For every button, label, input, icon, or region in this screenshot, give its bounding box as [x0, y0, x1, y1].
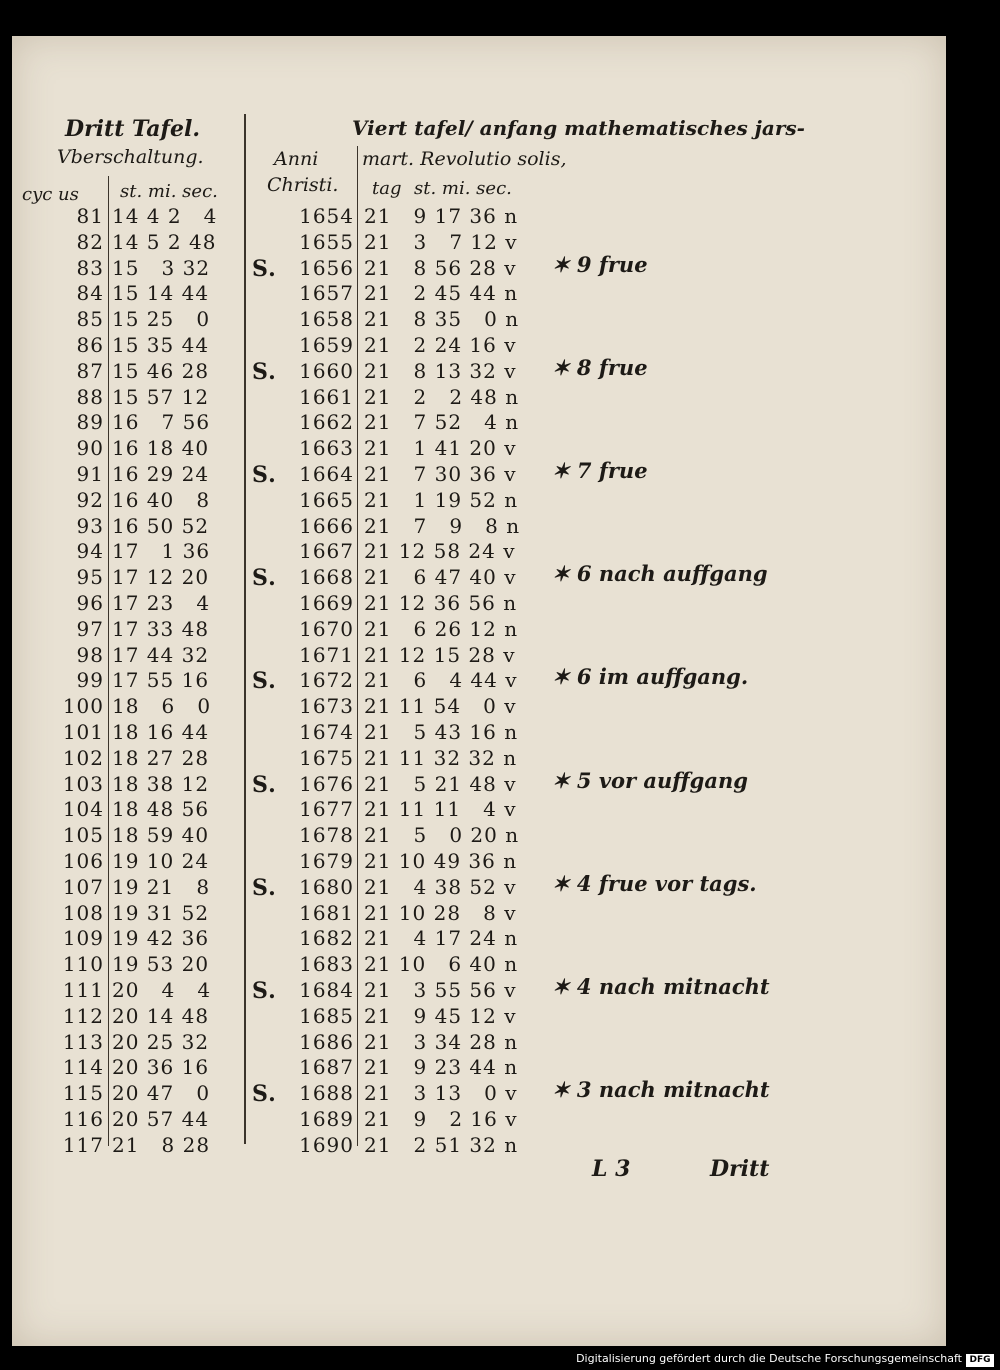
right-st-mi-sec-header: st. mi. sec.	[414, 178, 512, 199]
cycus-number: 98	[76, 642, 104, 667]
right-time-value: 21 6 26 12 n	[364, 616, 519, 641]
left-time-value: 16 40 8	[112, 487, 211, 512]
cycus-number: 100	[62, 694, 104, 719]
year-value: 1689	[299, 1107, 354, 1131]
signature-mark: L 3	[592, 1156, 631, 1182]
left-time-value: 18 38 12	[112, 771, 210, 796]
right-time-value: 21 8 35 0 n	[364, 307, 520, 332]
year-value: 1683	[299, 952, 354, 977]
sunday-letter: S.	[252, 565, 277, 592]
left-table-subtitle: Vberschaltung.	[57, 146, 204, 168]
year-value: 1677	[299, 797, 354, 822]
year-value: 1655	[299, 229, 354, 254]
left-time-value: 15 57 12	[112, 384, 210, 409]
right-time-value: 21 7 30 36 v	[364, 462, 517, 486]
cycus-number: 96	[76, 591, 104, 615]
right-time-value: 21 1 41 20 v	[364, 436, 517, 461]
left-time-value: 16 29 24	[112, 462, 210, 486]
year-value: 1688	[299, 1081, 354, 1106]
left-table-title: Dritt Tafel.	[65, 116, 201, 142]
left-time-value: 17 33 48	[112, 616, 210, 641]
left-time-value: 18 27 28	[112, 745, 210, 770]
left-time-value: 20 36 16	[112, 1055, 210, 1080]
cycus-number: 97	[76, 616, 104, 641]
left-time-value: 15 35 44	[112, 333, 210, 357]
left-time-value: 14 4 2 4	[112, 204, 218, 228]
right-time-value: 21 7 52 4 n	[364, 410, 520, 435]
sunday-letter: S.	[252, 255, 277, 282]
year-value: 1670	[299, 616, 354, 641]
cycus-number: 81	[76, 204, 104, 228]
right-time-value: 21 10 6 40 n	[364, 952, 519, 977]
year-value: 1661	[299, 384, 354, 409]
cycus-divider	[108, 176, 109, 1146]
cycus-number: 105	[62, 823, 104, 848]
catchword: Dritt	[710, 1156, 770, 1182]
right-time-value: 21 5 43 16 n	[364, 720, 519, 744]
cycus-number: 109	[62, 926, 104, 951]
year-value: 1660	[299, 358, 354, 383]
year-value: 1667	[299, 539, 354, 564]
year-value: 1679	[299, 849, 354, 873]
sunday-letter: S.	[252, 462, 277, 488]
year-value: 1686	[299, 1029, 354, 1054]
right-time-value: 21 1 19 52 n	[364, 487, 519, 512]
year-value: 1657	[299, 281, 354, 306]
cycus-number: 102	[62, 745, 104, 770]
left-time-value: 16 50 52	[112, 513, 210, 538]
left-st-mi-sec-header: st. mi. sec.	[120, 181, 218, 202]
cycus-number: 116	[62, 1107, 104, 1131]
cycus-number: 95	[76, 565, 104, 590]
right-time-value: 21 6 4 44 v	[364, 668, 518, 693]
right-time-value: 21 3 7 12 v	[364, 229, 518, 254]
cycus-number: 101	[62, 720, 104, 744]
left-time-value: 15 14 44	[112, 281, 210, 306]
book-page	[12, 36, 946, 1346]
margin-note: ✶ 4 nach mitnacht	[552, 974, 770, 999]
cycus-number: 94	[76, 539, 104, 564]
year-value: 1672	[299, 668, 354, 693]
cycus-number: 110	[62, 952, 104, 977]
cycus-number: 104	[62, 797, 104, 822]
margin-note: ✶ 6 nach auffgang	[552, 561, 768, 587]
left-time-value: 20 25 32	[112, 1029, 210, 1054]
year-divider	[357, 146, 358, 1146]
dfg-logo: DFG	[966, 1354, 994, 1367]
left-time-value: 20 47 0	[112, 1081, 211, 1106]
right-time-value: 21 2 45 44 n	[364, 281, 519, 306]
left-time-value: 16 18 40	[112, 436, 210, 461]
year-value: 1654	[299, 204, 354, 228]
year-value: 1681	[299, 900, 354, 925]
left-time-value: 17 1 36	[112, 539, 211, 564]
left-time-value: 17 12 20	[112, 565, 210, 590]
left-time-value: 19 42 36	[112, 926, 210, 951]
footer-text: Digitalisierung gefördert durch die Deutsche Forschungsgemeinschaft	[576, 1352, 962, 1365]
cycus-number: 86	[76, 333, 104, 357]
right-time-value: 21 3 13 0 v	[364, 1081, 518, 1106]
cycus-number: 107	[62, 874, 104, 899]
left-time-value: 15 3 32	[112, 255, 211, 280]
margin-note: ✶ 9 frue	[552, 251, 648, 277]
right-time-value: 21 10 49 36 n	[364, 849, 518, 873]
right-time-value: 21 12 36 56 n	[364, 591, 518, 615]
margin-note: ✶ 8 frue	[552, 354, 648, 380]
right-time-value: 21 9 17 36 n	[364, 204, 519, 228]
cycus-number: 89	[76, 410, 104, 435]
column-divider	[244, 114, 246, 1144]
left-time-value: 19 10 24	[112, 849, 210, 873]
left-time-value: 21 8 28	[112, 1132, 211, 1157]
right-table-subtitle: mart. Revolutio solis,	[362, 148, 567, 170]
left-time-value: 15 25 0	[112, 307, 211, 332]
year-value: 1663	[299, 436, 354, 461]
left-time-value: 19 31 52	[112, 900, 210, 925]
cycus-number: 88	[76, 384, 104, 409]
cycus-number: 113	[62, 1029, 104, 1054]
left-time-value: 17 44 32	[112, 642, 210, 667]
margin-note: ✶ 7 frue	[552, 458, 648, 483]
year-value: 1690	[299, 1132, 354, 1157]
cycus-number: 115	[62, 1081, 104, 1106]
sunday-letter: S.	[252, 978, 277, 1004]
margin-note: ✶ 3 nach mitnacht	[552, 1077, 770, 1103]
year-value: 1656	[299, 255, 354, 280]
cycus-number: 92	[76, 487, 104, 512]
anni-label: Anni	[274, 148, 319, 170]
left-time-value: 18 59 40	[112, 823, 210, 848]
cycus-number: 82	[76, 229, 104, 254]
cycus-number: 87	[76, 358, 104, 383]
right-time-value: 21 4 17 24 n	[364, 926, 519, 951]
cycus-number: 114	[62, 1055, 104, 1080]
right-time-value: 21 3 55 56 v	[364, 978, 517, 1002]
year-value: 1684	[299, 978, 354, 1002]
margin-note: ✶ 6 im auffgang.	[552, 664, 749, 690]
right-time-value: 21 10 28 8 v	[364, 900, 517, 925]
year-value: 1674	[299, 720, 354, 744]
left-time-value: 20 4 4	[112, 978, 212, 1002]
right-time-value: 21 12 15 28 v	[364, 642, 516, 667]
sunday-letter: S.	[252, 771, 277, 798]
right-time-value: 21 9 45 12 v	[364, 1003, 517, 1028]
right-time-value: 21 7 9 8 n	[364, 513, 521, 538]
right-time-value: 21 2 24 16 v	[364, 333, 517, 357]
right-table-title: Viert tafel/ anfang mathematisches jars-	[352, 116, 805, 140]
right-time-value: 21 11 11 4 v	[364, 797, 517, 822]
sunday-letter: S.	[252, 668, 277, 695]
cycus-number: 106	[62, 849, 104, 873]
year-value: 1666	[299, 513, 354, 538]
right-time-value: 21 4 38 52 v	[364, 874, 517, 899]
cycus-number: 93	[76, 513, 104, 538]
cycus-number: 84	[76, 281, 104, 306]
year-value: 1687	[299, 1055, 354, 1080]
cycus-header: cyc us	[22, 184, 79, 205]
cycus-number: 112	[62, 1003, 104, 1028]
right-time-value: 21 11 54 0 v	[364, 694, 517, 719]
left-time-value: 14 5 2 48	[112, 229, 217, 254]
year-value: 1673	[299, 694, 354, 719]
right-time-value: 21 5 21 48 v	[364, 771, 517, 796]
year-value: 1665	[299, 487, 354, 512]
right-time-value: 21 8 13 32 v	[364, 358, 517, 383]
cycus-number: 111	[62, 978, 104, 1002]
sunday-letter: S.	[252, 358, 277, 385]
left-time-value: 20 57 44	[112, 1107, 210, 1131]
left-time-value: 15 46 28	[112, 358, 210, 383]
year-value: 1658	[299, 307, 354, 332]
year-value: 1678	[299, 823, 354, 848]
year-value: 1669	[299, 591, 354, 615]
right-time-value: 21 9 23 44 n	[364, 1055, 519, 1080]
year-value: 1659	[299, 333, 354, 357]
right-time-value: 21 8 56 28 v	[364, 255, 517, 280]
left-time-value: 19 21 8	[112, 874, 211, 899]
year-value: 1662	[299, 410, 354, 435]
tag-header: tag	[372, 178, 402, 199]
right-time-value: 21 9 2 16 v	[364, 1107, 518, 1131]
year-value: 1680	[299, 874, 354, 899]
right-time-value: 21 2 2 48 n	[364, 384, 520, 409]
cycus-number: 91	[76, 462, 104, 486]
left-time-value: 16 7 56	[112, 410, 211, 435]
year-value: 1664	[299, 462, 354, 486]
cycus-number: 103	[62, 771, 104, 796]
left-time-value: 17 55 16	[112, 668, 210, 693]
year-value: 1685	[299, 1003, 354, 1028]
left-time-value: 19 53 20	[112, 952, 210, 977]
right-time-value: 21 11 32 32 n	[364, 745, 518, 770]
margin-note: ✶ 5 vor auffgang	[552, 767, 748, 793]
year-value: 1671	[299, 642, 354, 667]
footer-credit	[0, 1352, 1000, 1370]
cycus-number: 117	[62, 1132, 104, 1157]
year-value: 1676	[299, 771, 354, 796]
right-time-value: 21 12 58 24 v	[364, 539, 516, 564]
margin-note: ✶ 4 frue vor tags.	[552, 870, 757, 896]
sunday-letter: S.	[252, 874, 277, 901]
right-time-value: 21 2 51 32 n	[364, 1132, 519, 1157]
christi-label: Christi.	[267, 174, 339, 196]
left-time-value: 20 14 48	[112, 1003, 210, 1028]
year-value: 1668	[299, 565, 354, 590]
cycus-number: 108	[62, 900, 104, 925]
left-time-value: 18 16 44	[112, 720, 210, 744]
cycus-number: 99	[76, 668, 104, 693]
sunday-letter: S.	[252, 1081, 277, 1108]
left-time-value: 17 23 4	[112, 591, 211, 615]
left-time-value: 18 48 56	[112, 797, 210, 822]
right-time-value: 21 3 34 28 n	[364, 1029, 519, 1054]
year-value: 1682	[299, 926, 354, 951]
cycus-number: 85	[76, 307, 104, 332]
left-time-value: 18 6 0	[112, 694, 212, 719]
right-time-value: 21 5 0 20 n	[364, 823, 520, 848]
year-value: 1675	[299, 745, 354, 770]
cycus-number: 83	[76, 255, 104, 280]
right-time-value: 21 6 47 40 v	[364, 565, 517, 590]
cycus-number: 90	[76, 436, 104, 461]
